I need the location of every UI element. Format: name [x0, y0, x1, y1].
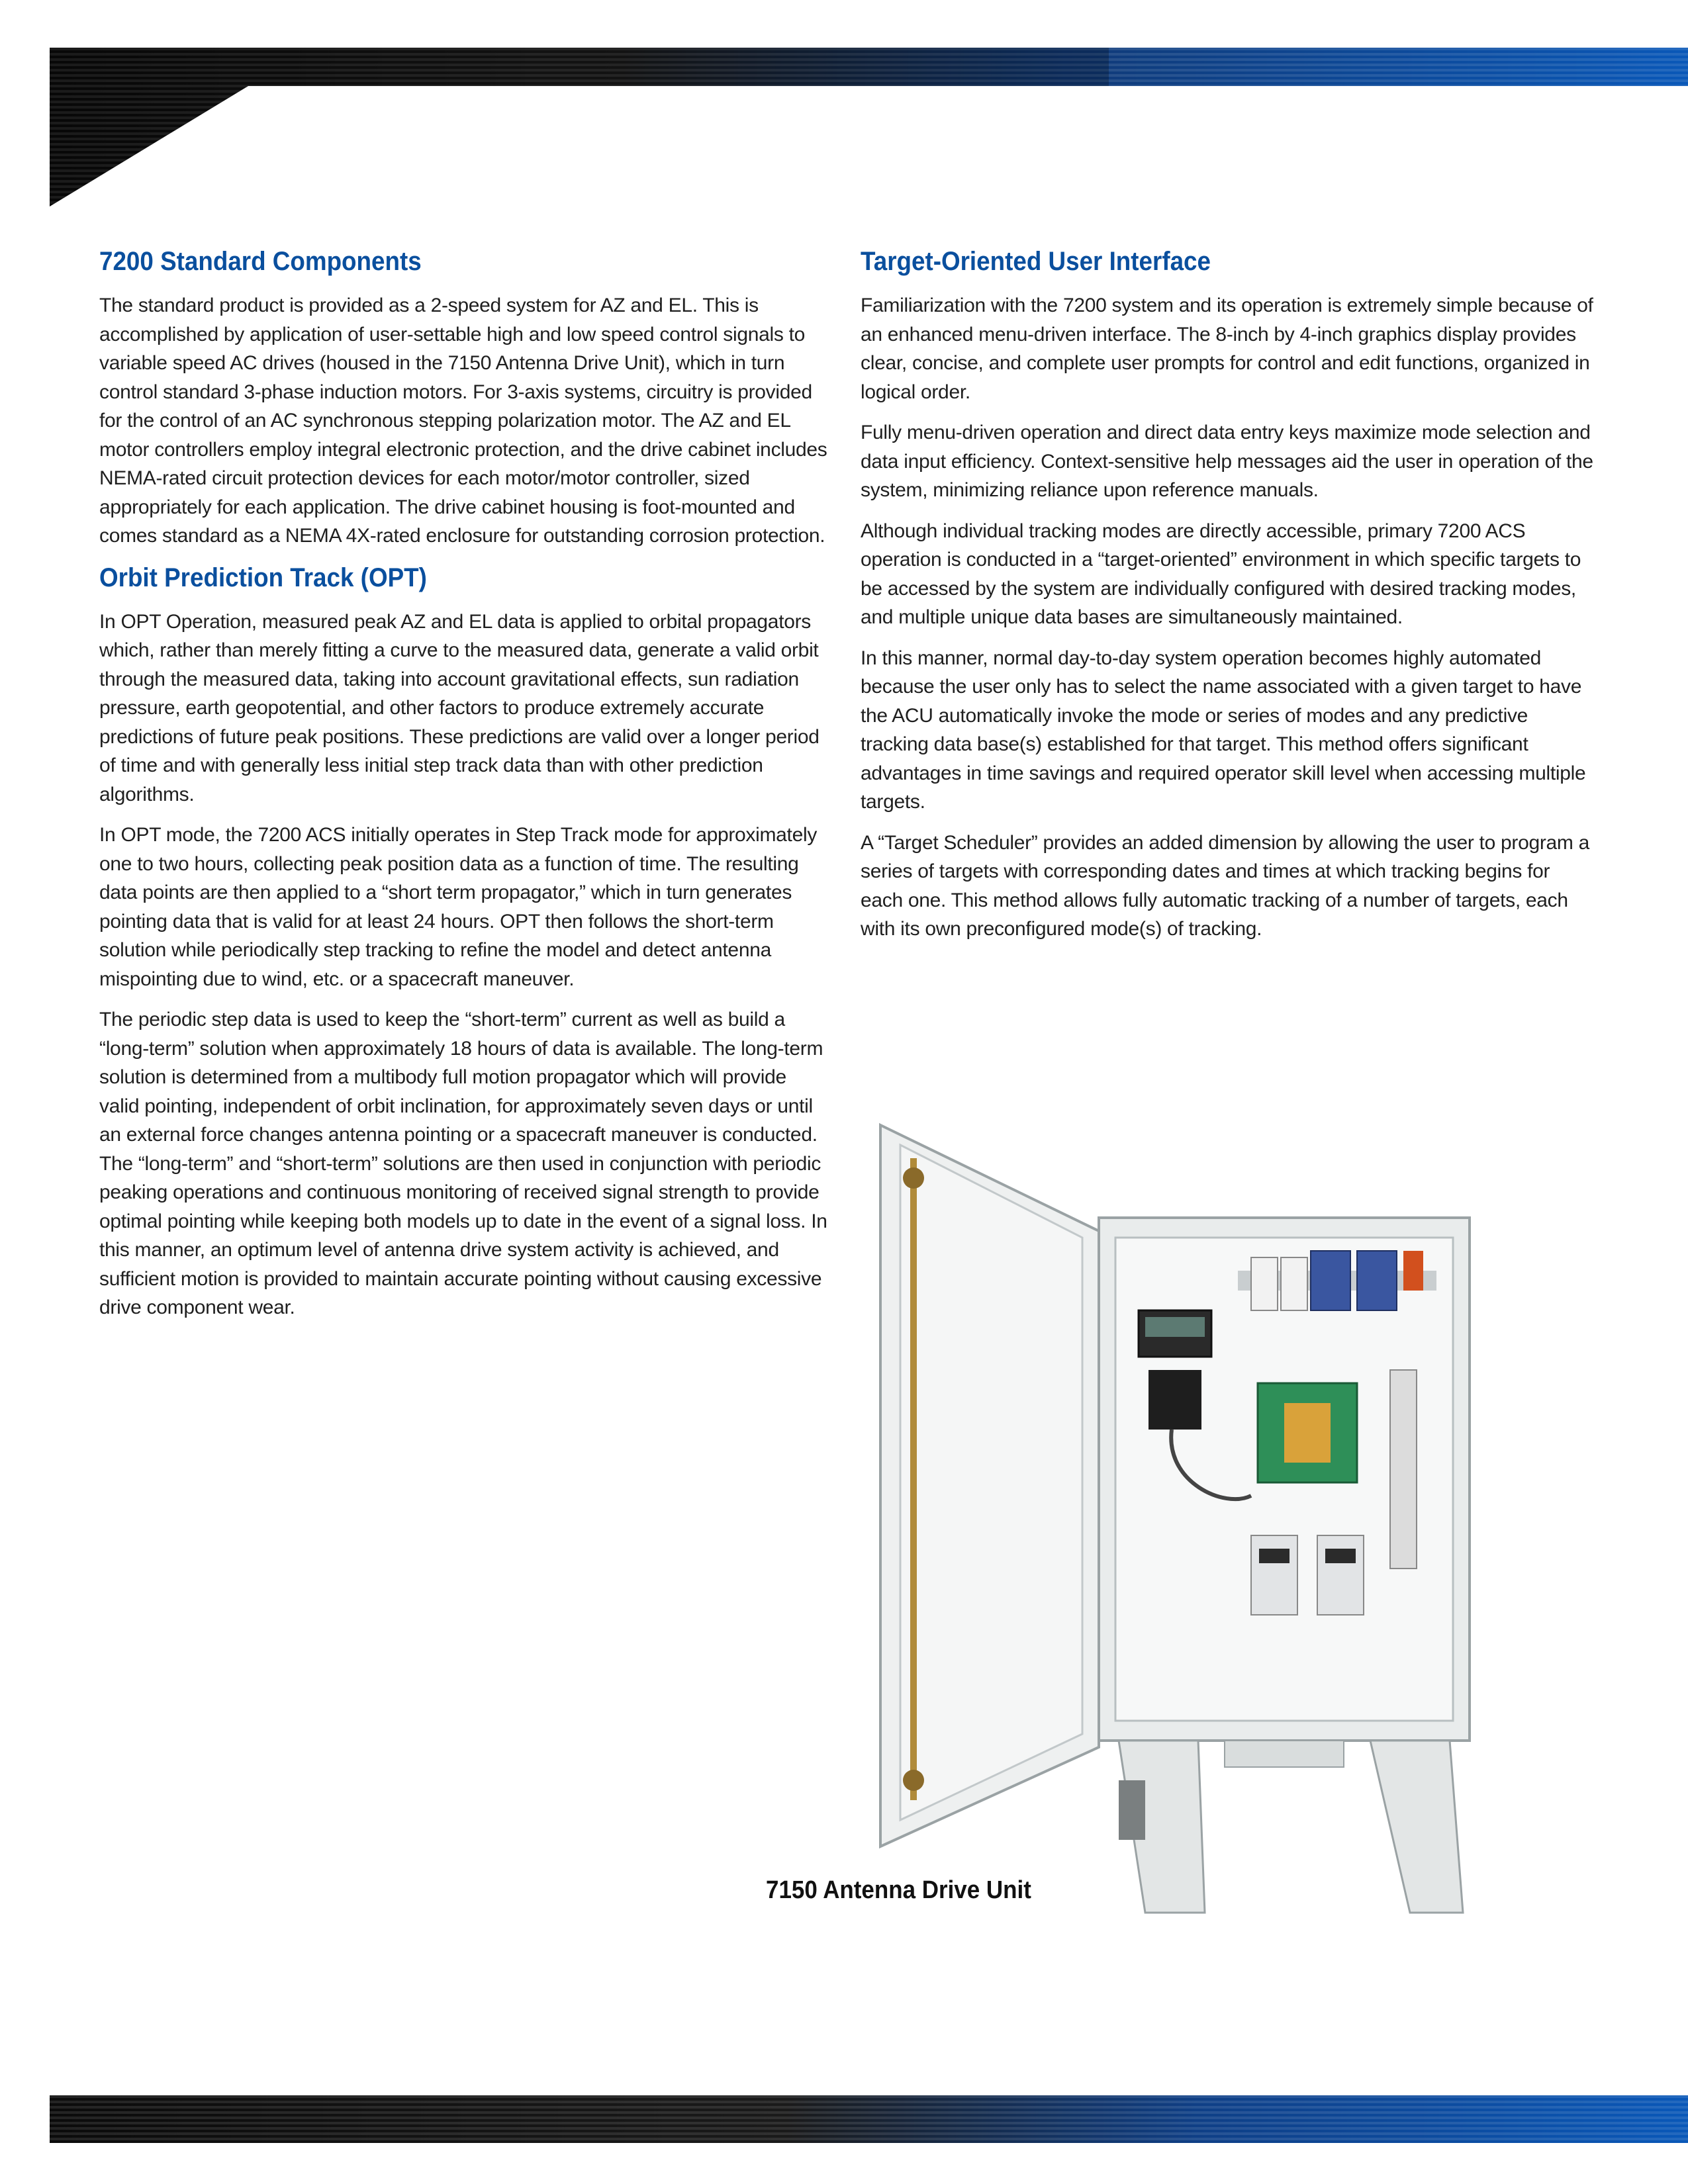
body-paragraph: Although individual tracking modes are directly accessible, primary 7200 ACS operation is conducted in a “target-oriented” environment in which specific targets to be accessed by the system are individually configured with desired tracking modes, and multiple unique data bases are simultaneously maintained. [861, 520, 1581, 628]
body-paragraph: Familiarization with the 7200 system and its operation is extremely simple because of an enhanced menu-driven interface. The 8-inch by 4-inch graphics display provides clear, concise, and complete user prompts for control and edit functions, organized in logical order. [861, 295, 1593, 403]
body-paragraph: In OPT mode, the 7200 ACS initially operates in Step Track mode for approximately one to two hours, collecting peak position data as a function of time. The resulting data points are then applied to a “short term propagator,” which in turn generates pointing data that is valid for at least 24 hours. OPT then follows the short-term solution while periodically step tracking to refine the model and detect antenna mispointing due to wind, etc. or a spacecraft maneuver. [99, 824, 818, 990]
section-orbit-prediction-track [99, 563, 827, 1322]
cabinet-illustration [854, 1099, 1489, 1933]
body-paragraph: A “Target Scheduler” provides an added dimension by allowing the user to program a series of targets with corresponding dates and times at which tracking begins for each one. This method allows fully automatic tracking of a number of targets, each with its own preconfigured mode(s) of tracking. [861, 831, 1590, 940]
left-column [99, 246, 827, 1334]
section-heading: Target-Oriented User Interface [861, 247, 1211, 276]
section-standard-components [99, 246, 827, 551]
section-target-oriented-ui [861, 246, 1595, 944]
header-banner [50, 48, 1688, 206]
section-heading: 7200 Standard Components [99, 247, 422, 276]
section-heading: Orbit Prediction Track (OPT) [99, 563, 427, 592]
right-column [861, 246, 1595, 956]
footer-banner [50, 2095, 1688, 2143]
body-paragraph: Fully menu-driven operation and direct data entry keys maximize mode selection and data input efficiency. Context-sensitive help messages aid the user in operation of the system, minimizing reliance upon reference manuals. [861, 422, 1593, 501]
body-paragraph: The periodic step data is used to keep the “short-term” current as well as build a “long-term” solution when approximately 18 hours of data is available. The long-term solution is determined from a multibody full motion propagator which will provide valid pointing, independent of orbit inclination, for approximately seven days or until an external force changes antenna pointing or a spacecraft maneuver is conducted. The “long-term” and “short-term” solutions are then used in conjunction with periodic peaking operations and continuous monitoring of received signal strength to provide optimal pointing while keeping both models up to date in the event of a signal loss. In this manner, an optimum level of antenna drive system activity is achieved, and sufficient motion is provided to maintain accurate pointing without causing excessive drive component wear. [99, 1009, 827, 1318]
body-paragraph: In this manner, normal day-to-day system operation becomes highly automated because the user only has to select the name associated with a given target to have the ACU automatically invoke the mode or series of modes and any predictive tracking data base(s) established for that target. This method offers significant advantages in time savings and required operator skill level when accessing multiple targets. [861, 647, 1586, 813]
figure-caption: 7150 Antenna Drive Unit [766, 1876, 1031, 1904]
header-stripes-graphic [50, 48, 1688, 206]
body-paragraph: In OPT Operation, measured peak AZ and EL data is applied to orbital propagators which, rather than merely fitting a curve to the measured data, generate a valid orbit through the measured data, taking into account gravitational effects, sun radiation pressure, earth geopotential, and other factors to produce extremely accurate predictions of future peak positions. These predictions are valid over a longer period of time and with generally less initial step track data than with other prediction algorithms. [99, 610, 820, 805]
drive-cabinet-photo [854, 1099, 1489, 1933]
body-paragraph: The standard product is provided as a 2-speed system for AZ and EL. This is accomplished by application of user-settable high and low speed control signals to variable speed AC drives (housed in the 7150 Antenna Drive Unit), which in turn control standard 3-phase induction motors. For 3-axis systems, circuitry is provided for the control of an AC synchronous stepping polarization motor. The AZ and EL motor controllers employ integral electronic protection, and the drive cabinet includes NEMA-rated circuit protection devices for each motor/motor controller, sized appropriately for each application. The drive cabinet housing is foot-mounted and comes standard as a NEMA 4X-rated enclosure for outstanding corrosion protection. [99, 295, 827, 547]
footer-stripes-graphic [50, 2095, 1688, 2143]
